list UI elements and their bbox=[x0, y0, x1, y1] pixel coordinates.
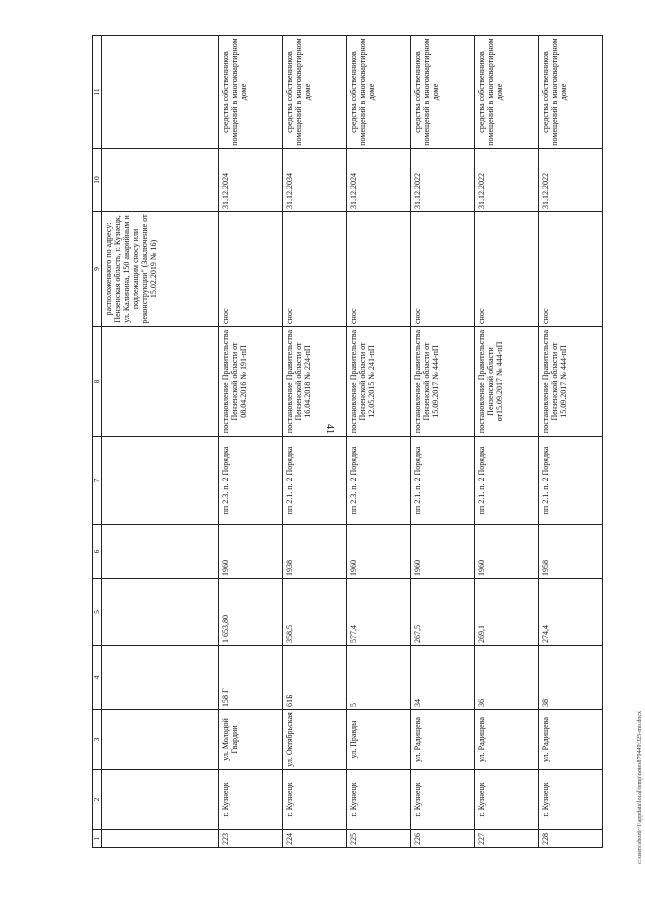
basis: пп 2.3. п. 2 Порядка bbox=[347, 437, 411, 525]
action: снос bbox=[219, 212, 283, 327]
document: постановление Правительства Пензенской области от 12.05.2015 № 241-пП bbox=[347, 327, 411, 437]
table-row bbox=[347, 36, 411, 848]
footer-file-path: c:\users\sborti~1\appdata\local\temp\notes879449\325-mo.docx bbox=[637, 710, 643, 864]
action: снос bbox=[539, 212, 603, 327]
action: снос bbox=[475, 212, 539, 327]
basis: пп 2.3. п. 2 Порядка bbox=[219, 437, 283, 525]
table-row bbox=[539, 36, 603, 848]
row-number: 225 bbox=[347, 830, 411, 848]
area: 358,5 bbox=[283, 579, 347, 646]
basis: пп 2.1. п. 2 Порядка bbox=[539, 437, 603, 525]
street: ул. Правды bbox=[347, 710, 411, 770]
deadline: 31.12.2022 bbox=[475, 149, 539, 212]
continued-row bbox=[102, 36, 219, 848]
col-num-10: 10 bbox=[93, 149, 102, 212]
rotated-table-container bbox=[92, 36, 604, 848]
col-num-5: 5 bbox=[93, 579, 102, 646]
row-number: 228 bbox=[539, 830, 603, 848]
document: постановление Правительства Пензенской области от 15.09.2017 № 444-пП bbox=[411, 327, 475, 437]
action: снос bbox=[411, 212, 475, 327]
deadline: 31.12.2034 bbox=[283, 149, 347, 212]
house-number: 61Б bbox=[283, 646, 347, 710]
year: 1938 bbox=[283, 525, 347, 579]
street: ул. Радищева bbox=[411, 710, 475, 770]
document: постановление Правительства Пензенской области от 15.09.2017 № 444-пП bbox=[539, 327, 603, 437]
funding: средства собственников помещений в многоквартирном доме bbox=[347, 36, 411, 149]
deadline: 31.12.2024 bbox=[219, 149, 283, 212]
funding: средства собственников помещений в многоквартирном доме bbox=[411, 36, 475, 149]
row-number: 226 bbox=[411, 830, 475, 848]
row-number: 223 bbox=[219, 830, 283, 848]
house-number: 38 bbox=[539, 646, 603, 710]
year: 1960 bbox=[475, 525, 539, 579]
funding: средства собственников помещений в многоквартирном доме bbox=[475, 36, 539, 149]
table-row bbox=[475, 36, 539, 848]
row-number: 227 bbox=[475, 830, 539, 848]
street: ул. Радищева bbox=[539, 710, 603, 770]
area: 577,4 bbox=[347, 579, 411, 646]
city: г. Кузнецк bbox=[219, 770, 283, 830]
housing-table bbox=[92, 35, 603, 848]
area: 269,1 bbox=[475, 579, 539, 646]
col-num-11: 11 bbox=[93, 36, 102, 149]
year: 1960 bbox=[347, 525, 411, 579]
year: 1960 bbox=[219, 525, 283, 579]
funding: средства собственников помещений в многоквартирном доме bbox=[219, 36, 283, 149]
basis: пп 2.1. п. 2 Порядка bbox=[475, 437, 539, 525]
year: 1958 bbox=[539, 525, 603, 579]
col-num-2: 2 bbox=[93, 770, 102, 830]
area: 274,4 bbox=[539, 579, 603, 646]
deadline: 31.12.2024 bbox=[347, 149, 411, 212]
deadline: 31.12.2022 bbox=[539, 149, 603, 212]
column-number-row bbox=[93, 36, 102, 848]
col-num-3: 3 bbox=[93, 710, 102, 770]
funding: средства собственников помещений в многоквартирном доме bbox=[283, 36, 347, 149]
col-num-4: 4 bbox=[93, 646, 102, 710]
basis: пп 2.1. п. 2 Порядка bbox=[411, 437, 475, 525]
page-number: 41 bbox=[324, 424, 335, 434]
col-num-7: 7 bbox=[93, 437, 102, 525]
action: снос bbox=[347, 212, 411, 327]
row-number: 224 bbox=[283, 830, 347, 848]
street: ул. Радищева bbox=[475, 710, 539, 770]
area: 267,5 bbox=[411, 579, 475, 646]
table-row bbox=[411, 36, 475, 848]
col-num-8: 8 bbox=[93, 327, 102, 437]
house-number: 158 Г bbox=[219, 646, 283, 710]
street: ул. Октябрьская bbox=[283, 710, 347, 770]
city: г. Кузнецк bbox=[475, 770, 539, 830]
col-num-1: 1 bbox=[93, 830, 102, 848]
house-number: 34 bbox=[411, 646, 475, 710]
action: снос bbox=[283, 212, 347, 327]
col-num-9: 9 bbox=[93, 212, 102, 327]
city: г. Кузнецк bbox=[539, 770, 603, 830]
year: 1960 bbox=[411, 525, 475, 579]
table-row bbox=[219, 36, 283, 848]
city: г. Кузнецк bbox=[283, 770, 347, 830]
continued-text: расположенного по адресу: Пензенская область, г. Кузнецк, ул. Калинина, 150 аварийным и подлежащим сносу или реконструкции" (Заключение от 15.02.2019 № 16) bbox=[102, 212, 219, 327]
basis: пп 2.1. п. 2 Порядка bbox=[283, 437, 347, 525]
deadline: 31.12.2022 bbox=[411, 149, 475, 212]
street: ул. Молодой Гвардии bbox=[219, 710, 283, 770]
funding: средства собственников помещений в многоквартирном доме bbox=[539, 36, 603, 149]
document: постановление Правительства Пензенской области от 08.04.2016 № 191-пП bbox=[219, 327, 283, 437]
house-number: 36 bbox=[475, 646, 539, 710]
area: 1 653,80 bbox=[219, 579, 283, 646]
house-number: 5 bbox=[347, 646, 411, 710]
document: постановление Правительства Пензенской области от 16.04.2018 № 224-пП bbox=[283, 327, 347, 437]
document: постановление Правительства Пензенской области от15.09.2017 № 444-пП bbox=[475, 327, 539, 437]
table-row bbox=[283, 36, 347, 848]
city: г. Кузнецк bbox=[347, 770, 411, 830]
col-num-6: 6 bbox=[93, 525, 102, 579]
city: г. Кузнецк bbox=[411, 770, 475, 830]
